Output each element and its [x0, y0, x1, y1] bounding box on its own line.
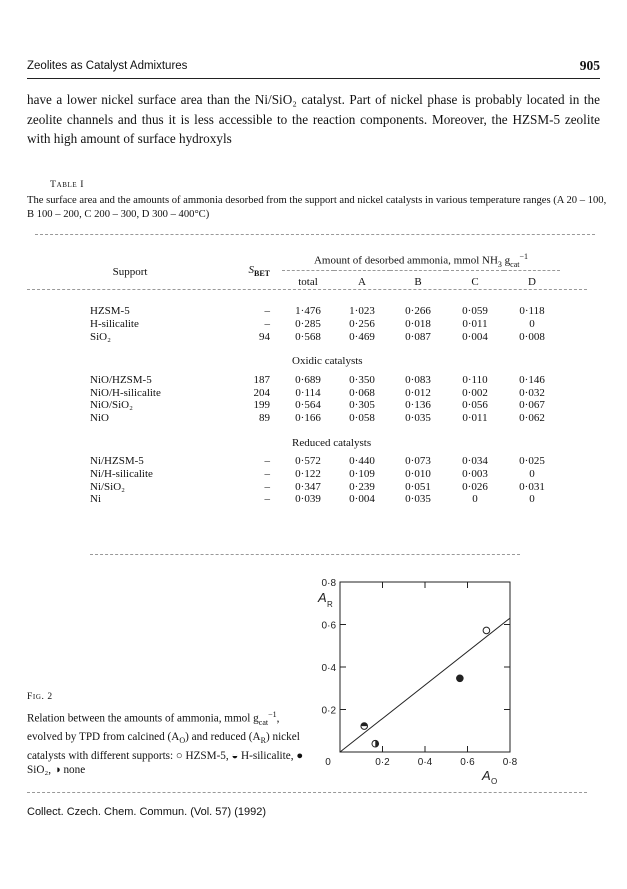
col-header-a: A [358, 276, 366, 288]
cell-b: 0·035 [405, 493, 431, 506]
cell-sbet: – [264, 454, 270, 467]
cell-support: Ni/H-silicalite [90, 467, 153, 480]
cell-b: 0·035 [405, 412, 431, 425]
col-group-text: Amount of desorbed ammonia, mmol NH [313, 254, 498, 267]
cell-c: 0·110 [462, 373, 488, 386]
table-row [90, 455, 560, 468]
table-caption: The surface area and the amounts of ammonia desorbed from the support and nickel catalysts in various temperature ranges (A 20 – 100, B 100 – 200, C 200 – 300, D 300 – 400°C) [27, 195, 607, 220]
cell-sbet: 199 [253, 399, 270, 412]
x-axis-label: A [482, 768, 491, 783]
figure-label: Fig. 2 [27, 692, 53, 702]
cell-b: 0·051 [405, 480, 431, 493]
cell-c: 0·003 [462, 467, 488, 480]
x-tick-label: 0·4 [417, 757, 433, 768]
table-row [90, 467, 560, 480]
data-point-sio- [457, 675, 464, 682]
fig-cap-p1: Relation between the amounts of ammonia, mmol g [27, 712, 259, 725]
cell-sbet: 204 [253, 386, 270, 399]
cell-b: 0·083 [405, 373, 431, 386]
cell-c: 0·056 [462, 399, 488, 412]
fig-cap-p3: ) and reduced (A [185, 730, 261, 743]
cell-support: Ni/HZSM-5 [90, 454, 144, 467]
cell-d: 0·025 [519, 454, 545, 467]
cell-c: 0·026 [462, 480, 488, 493]
x-axis-label-sub: O [491, 777, 498, 786]
fig-cap-p3-sub: R [260, 736, 266, 746]
col-support: Support [112, 265, 148, 278]
table-row [90, 480, 560, 493]
cell-a: 0·256 [349, 318, 375, 331]
cell-total: 0·166 [295, 412, 321, 425]
y-axis-label: A [318, 590, 327, 605]
data-point-hzsm-5 [483, 627, 490, 634]
col-sbet-s: S [248, 264, 254, 277]
cell-total: 0·285 [295, 318, 321, 331]
cell-a: 0·109 [349, 467, 375, 480]
cell-total: 0·122 [295, 467, 321, 480]
cell-total: 0·689 [295, 373, 321, 386]
col-group-unit: g [501, 254, 511, 267]
running-title: Zeolites as Catalyst Admixtures [27, 60, 188, 72]
cell-sbet: 187 [253, 373, 270, 386]
table-top-rule [35, 234, 595, 235]
cell-d: 0·146 [519, 373, 545, 386]
cell-a: 0·004 [349, 493, 375, 506]
cell-d: 0 [529, 318, 535, 331]
cell-c: 0·059 [462, 305, 488, 318]
cell-total: 0·039 [295, 493, 321, 506]
cell-sbet: – [264, 467, 270, 480]
table-section-title: Oxidic catalysts [292, 355, 363, 368]
cell-support: SiO₂ [90, 330, 111, 343]
col-group-unit-sup: −1 [519, 251, 528, 261]
footer-citation: Collect. Czech. Chem. Commun. (Vol. 57) (1992) [27, 806, 267, 818]
ammonia-desorption-table [90, 250, 560, 506]
figure-caption-text [27, 708, 307, 778]
table-bottom-rule [90, 554, 520, 555]
cell-support: NiO/HZSM-5 [90, 373, 152, 386]
cell-support: Ni [90, 493, 101, 506]
cell-total: 0·114 [295, 386, 321, 399]
cell-d: 0 [529, 467, 535, 480]
origin-tick-label: 0 [325, 757, 331, 768]
body-text [27, 90, 600, 149]
cell-total: 0·572 [295, 454, 321, 467]
cell-b: 0·136 [405, 399, 431, 412]
section-pad [90, 431, 282, 455]
cell-c: 0·011 [462, 412, 488, 425]
cell-a: 0·239 [349, 480, 375, 493]
cell-b: 0·073 [405, 454, 431, 467]
cell-d: 0·008 [519, 330, 545, 343]
body-paragraph: have a lower nickel surface area than the Ni/SiO₂ catalyst. Part of nickel phase is probably located in the zeolite channels and thus it is less accessible to the reaction components. Moreover, the HZSM-5 zeolite with high amount of surface hydroxyls [27, 92, 600, 146]
fit-line [340, 618, 510, 752]
cell-total: 0·347 [295, 480, 321, 493]
cell-support: HZSM-5 [90, 305, 130, 318]
y-tick-label: 0·8 [321, 578, 336, 589]
fig-cap-p2: , evolved by TPD from calcined (A [27, 712, 280, 743]
cell-c: 0·002 [462, 386, 488, 399]
cell-d: 0·062 [519, 412, 545, 425]
table-row [90, 318, 560, 331]
cell-a: 0·440 [349, 454, 375, 467]
cell-d: 0 [529, 493, 535, 506]
cell-sbet: – [264, 305, 270, 318]
cell-c: 0·034 [462, 454, 488, 467]
y-axis-label-sub: R [327, 600, 333, 609]
cell-total: 1·476 [295, 305, 321, 318]
cell-sbet: 94 [259, 330, 270, 343]
col-sbet-sub: BET [253, 269, 270, 279]
table-row [90, 386, 560, 399]
cell-b: 0·087 [405, 330, 431, 343]
data-point-none-fill [375, 740, 378, 747]
cell-a: 0·350 [349, 373, 375, 386]
data-point-none [372, 740, 379, 747]
col-header-c: C [471, 276, 479, 288]
data-point-h-silicalite [361, 723, 368, 730]
col-group-header [282, 250, 560, 271]
col-header-total: total [298, 276, 318, 288]
cell-support: NiO/H-silicalite [90, 386, 161, 399]
col-header-d: D [528, 276, 536, 288]
plot-frame [340, 582, 510, 752]
cell-b: 0·012 [405, 386, 431, 399]
cell-a: 0·058 [349, 412, 375, 425]
cell-d: 0·118 [519, 305, 545, 318]
data-point-h-silicalite-fill [361, 723, 368, 726]
cell-sbet: 89 [259, 412, 270, 425]
cell-a: 0·469 [349, 330, 375, 343]
y-tick-label: 0·6 [321, 620, 336, 632]
cell-d: 0·032 [519, 386, 545, 399]
cell-support: NiO [90, 412, 109, 425]
cell-total: 0·564 [295, 399, 321, 412]
fig-cap-p1-sup: −1 [268, 709, 277, 719]
table-row [90, 373, 560, 386]
x-tick-label: 0·2 [375, 757, 390, 768]
fig-cap-p4: ) nickel catalysts with different supports: ○ HZSM-5, ◒ H-silicalite, ● SiO₂, ◑ none [27, 730, 304, 777]
fig-cap-p2-sub: O [179, 736, 186, 746]
cell-sbet: – [264, 480, 270, 493]
y-tick-label: 0·2 [321, 705, 336, 717]
cell-c: 0 [472, 493, 478, 506]
x-tick-label: 0·8 [502, 757, 518, 768]
col-sbet [200, 250, 282, 293]
cell-sbet: – [264, 493, 270, 506]
x-tick-label: 0·6 [460, 757, 475, 768]
table-section-title: Reduced catalysts [292, 436, 372, 449]
cell-a: 0·305 [349, 399, 375, 412]
cell-sbet: – [264, 318, 270, 331]
cell-support: Ni/SiO₂ [90, 480, 126, 493]
cell-b: 0·010 [405, 467, 431, 480]
cell-a: 1·023 [349, 305, 375, 318]
table-section-row [90, 431, 560, 455]
table-row [90, 399, 560, 412]
cell-support: H-silicalite [90, 318, 139, 331]
col-group-sub: 3 [497, 259, 502, 269]
cell-support: NiO/SiO₂ [90, 399, 133, 412]
cell-c: 0·011 [462, 318, 488, 331]
cell-d: 0·067 [519, 399, 545, 412]
cell-total: 0·568 [295, 330, 321, 343]
table-section-row [90, 349, 560, 373]
table-label: Table I [50, 179, 85, 190]
cell-d: 0·031 [519, 480, 545, 493]
cell-b: 0·266 [405, 305, 431, 318]
table-spacer [90, 293, 560, 305]
y-tick-label: 0·4 [321, 663, 336, 674]
cell-c: 0·004 [462, 330, 488, 343]
table-row [90, 493, 560, 506]
cell-b: 0·018 [405, 318, 431, 331]
figure-caption [27, 690, 307, 778]
col-header-b: B [414, 276, 422, 288]
fig-cap-p1-sub: cat [258, 717, 269, 727]
footer-rule [27, 792, 587, 793]
section-pad [90, 349, 282, 373]
table-row [90, 305, 560, 318]
running-header [27, 60, 600, 79]
page-number: 905 [579, 58, 600, 73]
cell-a: 0·068 [349, 386, 375, 399]
table-row [90, 412, 560, 425]
col-group-unit-sub: cat [510, 259, 520, 269]
table-row [90, 331, 560, 344]
